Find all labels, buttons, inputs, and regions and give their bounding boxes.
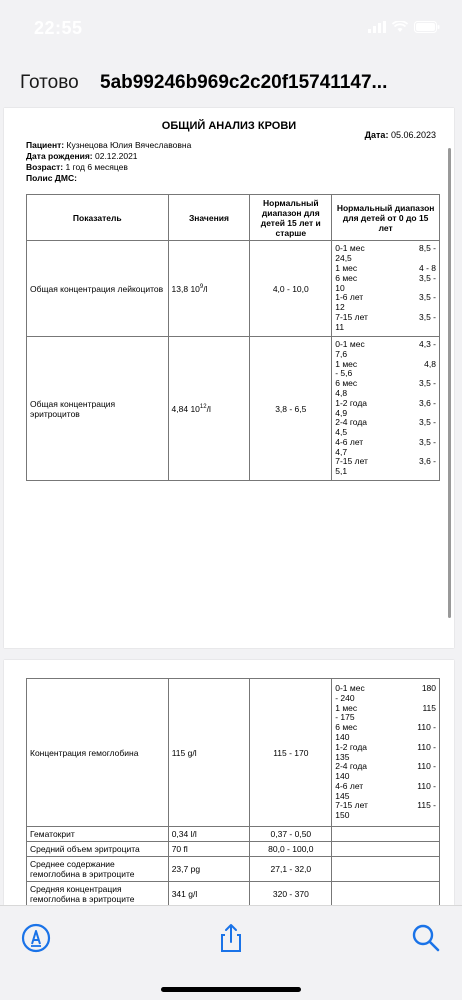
row-name: Средняя концентрация гемоглобина в эритроците: [27, 882, 169, 906]
age-value: 1 год 6 месяцев: [65, 162, 128, 172]
ref-age: 1 мес: [335, 702, 358, 713]
ref-item: [335, 418, 436, 428]
signal-icon: [368, 21, 386, 33]
row-norm: 4,0 - 10,0: [250, 241, 332, 337]
row-name: Общая концентрация лейкоцитов: [27, 241, 169, 337]
ref-range-start: 180: [421, 682, 436, 693]
ref-age: 6 мес: [335, 272, 358, 283]
row-norm: 27,1 - 32,0: [250, 857, 332, 882]
ref-item: [335, 340, 436, 350]
document-date: [365, 130, 436, 140]
ref-age: 0-1 мес: [335, 682, 365, 693]
ref-range-start: 8,5 -: [418, 243, 436, 254]
ref-range-end: 145: [335, 790, 350, 801]
ref-item: [335, 723, 436, 733]
ref-item: [335, 313, 436, 323]
ref-age: 2-4 года: [335, 761, 368, 772]
ref-range-end: 4,9: [335, 407, 348, 418]
ref-list: [335, 684, 436, 821]
ref-range-end: 150: [335, 810, 350, 821]
table-row: [27, 241, 440, 337]
done-button[interactable]: Готово: [20, 72, 79, 93]
status-bar: [0, 0, 462, 52]
ref-range-start: 4,8: [424, 358, 436, 369]
row-value: 23,7 pg: [168, 857, 250, 882]
row-ref-empty: [332, 827, 440, 842]
ref-range-end: 4,7: [335, 446, 348, 457]
ref-range-end: 4,8: [335, 387, 348, 398]
row-name: Гематокрит: [27, 827, 169, 842]
policy-label: Полис ДМС:: [26, 173, 77, 183]
table-row: [27, 882, 440, 906]
date-value: 05.06.2023: [390, 130, 436, 140]
patient-line: [26, 140, 191, 150]
ref-range-start: 3,5 -: [418, 436, 436, 447]
row-value: 115 g/l: [168, 679, 250, 827]
ref-age: 0-1 мес: [335, 338, 365, 349]
ref-list: [335, 244, 436, 332]
row-norm: 3,8 - 6,5: [250, 337, 332, 481]
ref-range-end: 135: [335, 751, 350, 762]
ref-range-start: 3,5 -: [418, 292, 436, 303]
row-value-unit: /l: [206, 403, 211, 414]
document-page-2[interactable]: [4, 660, 454, 905]
row-value-number: 4,84 10: [171, 403, 200, 414]
row-value: [168, 241, 250, 337]
lab-table: [26, 194, 440, 481]
table-row: [27, 857, 440, 882]
ref-age: 4-6 лет: [335, 780, 364, 791]
ref-age: 1 мес: [335, 263, 358, 273]
dob-line: [26, 151, 138, 161]
document-title: ОБЩИЙ АНАЛИЗ КРОВИ: [161, 120, 297, 132]
patient-label: Пациент:: [26, 140, 65, 150]
header-value: Значения: [168, 195, 250, 241]
ref-range-end: 4,5: [335, 427, 348, 438]
row-norm: 80,0 - 100,0: [250, 842, 332, 857]
ref-item: [335, 399, 436, 409]
row-value-exponent: 9: [199, 283, 204, 290]
ref-age: 1-2 года: [335, 741, 368, 752]
row-norm: 0,37 - 0,50: [250, 827, 332, 842]
ref-age: 6 мес: [335, 722, 358, 733]
ref-range-start: 110 -: [417, 741, 436, 752]
date-label: Дата:: [364, 130, 389, 140]
search-icon[interactable]: [410, 922, 442, 954]
ref-age: 4-6 лет: [335, 436, 364, 447]
share-icon[interactable]: [215, 922, 247, 954]
document-page-1[interactable]: [4, 108, 454, 648]
table-row: [27, 337, 440, 481]
row-name: Средний объем эритроцита: [27, 842, 169, 857]
wifi-icon: [392, 21, 408, 33]
ref-range-end: - 5,6: [335, 368, 353, 379]
ref-range-start: 4 - 8: [418, 263, 436, 273]
ref-range-start: 3,6 -: [418, 397, 436, 408]
ref-range-start: 3,6 -: [418, 456, 436, 467]
ref-age: 1-2 года: [335, 397, 368, 408]
table-row: [27, 679, 440, 827]
ref-age: 7-15 лет: [335, 456, 368, 467]
ref-range-start: 3,5 -: [418, 272, 436, 283]
ref-range-start: 4,3 -: [418, 338, 436, 349]
row-ref-empty: [332, 842, 440, 857]
ref-item: [335, 762, 436, 772]
ref-age: 1-6 лет: [335, 292, 364, 303]
ref-range-end: - 240: [335, 692, 355, 703]
row-ref: [332, 337, 440, 481]
nav-bar: [0, 52, 462, 108]
ref-range-start: 110 -: [417, 761, 436, 772]
ref-item: [335, 457, 436, 467]
row-ref: [332, 679, 440, 827]
ref-range-start: 115: [422, 702, 436, 713]
bottom-toolbar: [0, 905, 462, 1000]
row-ref-empty: [332, 857, 440, 882]
ref-range-end: 24,5: [335, 253, 352, 264]
patient-value: Кузнецова Юлия Вячеславовна: [66, 140, 192, 150]
ref-range-end: 140: [335, 771, 350, 782]
ref-range-end: 12: [335, 302, 345, 313]
ref-range-end: 7,6: [335, 348, 348, 359]
scrollbar-thumb[interactable]: [448, 148, 451, 618]
row-value: 70 fl: [168, 842, 250, 857]
table-row: [27, 842, 440, 857]
ref-range-start: 3,5 -: [418, 417, 436, 428]
ref-item: [335, 743, 436, 753]
ref-age: 1 мес: [335, 358, 358, 369]
ref-item: [335, 438, 436, 448]
ref-age: 6 мес: [335, 378, 358, 389]
table-header-row: [27, 195, 440, 241]
dob-label: Дата рождения:: [26, 151, 93, 161]
age-line: [26, 162, 128, 172]
ref-age: 7-15 лет: [335, 800, 368, 811]
ref-range-start: 110 -: [417, 780, 436, 791]
policy-line: [26, 173, 77, 183]
ref-age: 7-15 лет: [335, 311, 368, 322]
dob-value: 02.12.2021: [94, 151, 138, 161]
ref-range-end: 5,1: [335, 466, 348, 477]
header-norm-adult: Нормальный диапазон для детей 15 лет и старше: [250, 195, 332, 241]
home-indicator[interactable]: [161, 987, 301, 992]
ref-range-end: 10: [335, 282, 345, 293]
ref-range-start: 110 -: [417, 722, 436, 733]
row-value-exponent: 12: [199, 403, 207, 410]
status-icons: [368, 20, 440, 34]
row-value-unit: /l: [203, 283, 208, 294]
row-name: Среднее содержание гемоглобина в эритроците: [27, 857, 169, 882]
ref-age: 0-1 мес: [335, 243, 365, 254]
row-name: Концентрация гемоглобина: [27, 679, 169, 827]
row-value: 341 g/l: [168, 882, 250, 906]
table-row: [27, 827, 440, 842]
header-norm-child: Нормальный диапазон для детей от 0 до 15 лет: [332, 195, 440, 241]
ref-item: [335, 379, 436, 389]
row-value-number: 13,8 10: [171, 283, 200, 294]
ref-range-start: 115 -: [417, 800, 436, 811]
status-time: 22:55: [34, 18, 83, 38]
ref-item: [335, 293, 436, 303]
ref-range-end: 140: [335, 731, 350, 742]
age-label: Возраст:: [26, 162, 64, 172]
row-name: Общая концентрация эритроцитов: [27, 337, 169, 481]
ref-range-start: 3,5 -: [418, 378, 436, 389]
row-norm: 115 - 170: [250, 679, 332, 827]
ref-item: [335, 801, 436, 811]
row-ref: [332, 241, 440, 337]
ref-item: [335, 274, 436, 284]
ref-range-start: 3,5 -: [418, 311, 436, 322]
ref-list: [335, 340, 436, 477]
ref-age: 2-4 года: [335, 417, 368, 428]
markup-pen-icon[interactable]: [20, 922, 52, 954]
header-indicator: Показатель: [27, 195, 169, 241]
row-ref-empty: [332, 882, 440, 906]
ref-range-end: 11: [335, 321, 345, 332]
row-value: 0,34 l/l: [168, 827, 250, 842]
ref-range-end: - 175: [335, 712, 355, 723]
lab-table-continued: [26, 678, 440, 905]
battery-icon: [414, 21, 440, 33]
row-value: [168, 337, 250, 481]
file-title: 5ab99246b969c2c20f15741147...: [100, 72, 388, 93]
ref-item: [335, 782, 436, 792]
row-norm: 320 - 370: [250, 882, 332, 906]
